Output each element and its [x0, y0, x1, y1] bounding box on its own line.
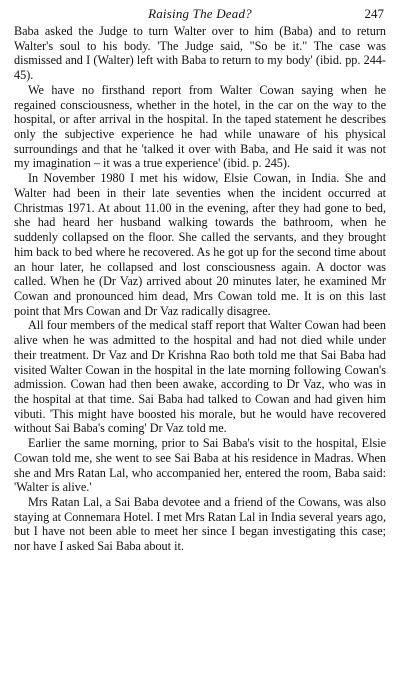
paragraph-6: Mrs Ratan Lal, a Sai Baba devotee and a friend of the Cowans, was also staying at Connemara Hotel. I met Mrs Ratan Lal in India several years ago, but I have not been able to meet her since I began investigating this case; nor have I asked Sai Baba about it.	[14, 495, 386, 554]
running-header	[14, 4, 386, 24]
body-text	[14, 24, 386, 554]
paragraph-4: All four members of the medical staff report that Walter Cowan had been alive when he was admitted to the hospital and had not died while under their treatment. Dr Vaz and Dr Krishna Rao both told me that Sai Baba had visited Walter Cowan in the hospital in the late morning following Cowan's admission. Cowan had then been awake, according to Dr Vaz, who was in the hospital at that time. Sai Baba had talked to Cowan and had given him vibuti. 'This might have boosted his morale, but he would have recovered without Sai Baba's coming' Dr Vaz told me.	[14, 318, 386, 436]
paragraph-1: Baba asked the Judge to turn Walter over to him (Baba) and to return Walter's soul to his body. 'The Judge said, "So be it." The case was dismissed and I (Walter) left with Baba to return to my body' (ibid. pp. 244-45).	[14, 24, 386, 83]
paragraph-5: Earlier the same morning, prior to Sai Baba's visit to the hospital, Elsie Cowan told me, she went to see Sai Baba at his residence in Madras. When she and Mrs Ratan Lal, who accompanied her, entered the room, Baba said: 'Walter is alive.'	[14, 436, 386, 495]
paragraph-3: In November 1980 I met his widow, Elsie Cowan, in India. She and Walter had been in their late seventies when the incident occurred at Christmas 1971. At about 11.00 in the evening, after they had gone to bed, she had heard her husband walking towards the bathroom, when he suddenly collapsed on the floor. She called the servants, and they brought him back to bed where he recovered. As he got up for the second time about an hour later, he collapsed and lost consciousness again. A doctor was called. When he (Dr Vaz) arrived about 20 minutes later, he examined Mr Cowan and pronounced him dead, Mrs Cowan told me. It is on this last point that Mrs Cowan and Dr Vaz radically disagree.	[14, 171, 386, 318]
paragraph-2: We have no firsthand report from Walter Cowan saying when he regained consciousness, whether in the hotel, in the car on the way to the hospital, or after arrival in the hospital. In the taped statement he describes only the subjective experience he had while unaware of his physical surroundings and that he 'talked it over with Baba, and He said it was not my imagination – it was a true experience' (ibid. p. 245).	[14, 82, 386, 171]
running-title: Raising The Dead?	[148, 6, 252, 21]
page-number: 247	[364, 6, 384, 21]
